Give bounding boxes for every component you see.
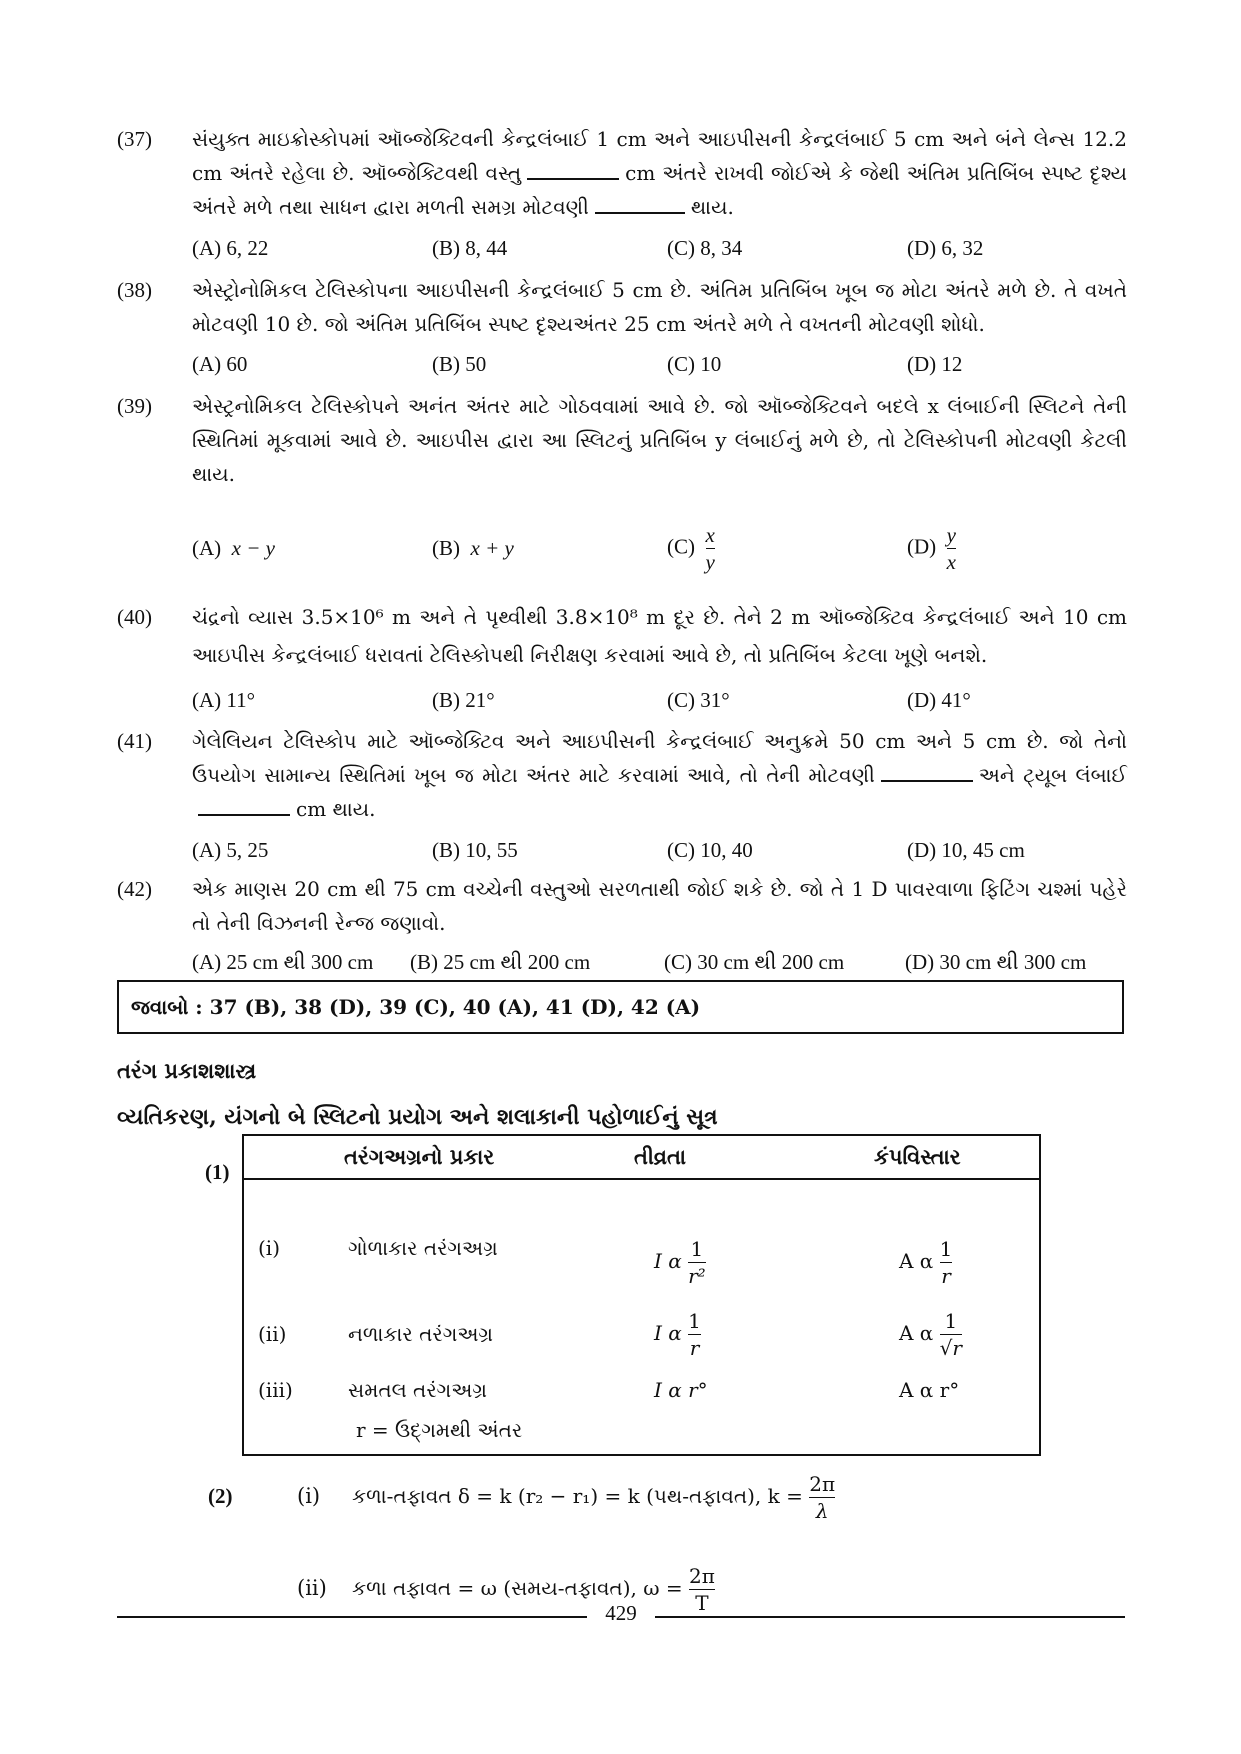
section-title: તરંગ પ્રકાશશાસ્ત્ર [117, 1058, 257, 1083]
question-text: ગેલેલિયન ટેલિસ્કોપ માટે ઑબ્જેક્ટિવ અને આઇપીસની કેન્દ્રલંબાઈ અનુક્રમે 50 cm અને 5 cm છે. જો તેનો ઉપયોગ સામાન્ય સ્થિતિમાં ખૂબ જ મોટા અંતર માટે કરવામાં આવે, તો તેની મોટવણી અને ટ્યૂબ લંબાઈcm થાય. [192, 729, 1127, 821]
question-number: (42) [117, 877, 152, 901]
option-d: (D) 12 [907, 352, 963, 376]
option-c: (C) 10 [667, 352, 722, 376]
question-number: (40) [117, 605, 152, 629]
option-a: (A) 60 [192, 352, 248, 376]
option-c: (C) 30 cm થી 200 cm [664, 950, 845, 974]
option-a: (A) 25 cm થી 300 cm [192, 950, 374, 974]
question-number: (37) [117, 127, 152, 151]
option-a: (A) 5, 25 [192, 838, 269, 862]
subsection-title: વ્યતિકરણ, યંગનો બે સ્લિટનો પ્રયોગ અને શલાકાની પહોળાઈનું સૂત્ર [117, 1104, 718, 1130]
option-c: (C) 8, 34 [667, 236, 743, 260]
answers-box: જવાબો : 37 (B), 38 (D), 39 (C), 40 (A), 41 (D), 42 (A) [117, 980, 1124, 1034]
option-b: (B) 50 [432, 352, 487, 376]
question-40 [117, 598, 1127, 674]
option-b: (B) 21° [432, 688, 495, 712]
option-b: (B) 25 cm થી 200 cm [410, 950, 591, 974]
option-b: (B) 8, 44 [432, 236, 508, 260]
table-header [244, 1136, 1039, 1180]
option-b: (B) 10, 55 [432, 838, 518, 862]
formula-ii-index: (ii) [297, 1576, 327, 1600]
formula-i-index: (i) [297, 1484, 321, 1508]
option-a: (A) x − y [192, 536, 275, 560]
question-text: એસ્ટ્રોનોમિકલ ટેલિસ્કોપના આઇપીસની કેન્દ્રલંબાઈ 5 cm છે. અંતિમ પ્રતિબિંબ ખૂબ જ મોટા અંતરે મળે છે. તે વખતે મોટવણી 10 છે. જો અંતિમ પ્રતિબિંબ સ્પષ્ટ દૃશ્યઅંતર 25 cm અંતરે મળે તે વખતની મોટવણી શોધો. [192, 278, 1127, 336]
option-c: (C) 10, 40 [667, 838, 753, 862]
option-d: (D) 41° [907, 688, 971, 712]
question-42 [117, 872, 1127, 940]
phase-difference-formula: કળા-તફાવત δ = k (r₂ − r₁) = k (પથ-તફાવત), k = $\frac{2\pi}{\lambda}$ [352, 1472, 836, 1523]
table-label: (1) [205, 1160, 230, 1184]
question-41 [117, 724, 1127, 826]
option-d: (D) $\frac{y}{x}$ [907, 523, 956, 574]
page-number: 429 [605, 1601, 637, 1625]
answer-blank [595, 194, 685, 214]
question-text: એસ્ટ્રનોમિકલ ટેલિસ્કોપને અનંત અંતર માટે ગોઠવવામાં આવે છે. જો ઑબ્જેક્ટિવને બદલે x લંબાઈની સ્લિટને તેની સ્થિતિમાં મૂકવામાં આવે છે. આઇપીસ દ્વારા આ સ્લિટનું પ્રતિબિંબ y લંબાઈનું મળે છે, તો ટેલિસ્કોપની મોટવણી કેટલી થાય. [192, 394, 1127, 486]
header-amplitude: કંપવિસ્તાર [874, 1144, 961, 1169]
question-number: (39) [117, 394, 152, 418]
footer-rule-right [655, 1616, 1125, 1618]
formula-label: (2) [208, 1484, 233, 1508]
header-type: તરંગઅગ્રનો પ્રકાર [344, 1144, 495, 1169]
option-c: (C) $\frac{x}{y}$ [667, 523, 715, 574]
question-37 [117, 122, 1127, 224]
phase-time-formula: કળા તફાવત = ω (સમય-તફાવત), ω = $\frac{2\pi}{T}$ [352, 1564, 715, 1615]
option-c: (C) 31° [667, 688, 730, 712]
footer-rule-left [117, 1616, 587, 1618]
option-b: (B) x + y [432, 536, 514, 560]
question-text: ચંદ્રનો વ્યાસ 3.5×10⁶ m અને તે પૃથ્વીથી 3.8×10⁸ m દૂર છે. તેને 2 m ઑબ્જેક્ટિવ કેન્દ્રલંબાઈ અને 10 cm આઇપીસ કેન્દ્રલંબાઈ ધરાવતાં ટેલિસ્કોપથી નિરીક્ષણ કરવામાં આવે છે, તો પ્રતિબિંબ કેટલા ખૂણે બનશે. [192, 605, 1127, 667]
option-a: (A) 11° [192, 688, 256, 712]
table-note: r = ઉદ્ગમથી અંતર [356, 1418, 523, 1442]
answer-blank [527, 160, 619, 180]
question-39 [117, 389, 1127, 491]
option-a: (A) 6, 22 [192, 236, 269, 260]
question-text: સંયુક્ત માઇક્રોસ્કોપમાં ઑબ્જેક્ટિવની કેન્દ્રલંબાઈ 1 cm અને આઇપીસની કેન્દ્રલંબાઈ 5 cm અને બંને લેન્સ 12.2 cm અંતરે રહેલા છે. ઑબ્જેક્ટિવથી વસ્તુ cm અંતરે રાખવી જોઈએ કે જેથી અંતિમ પ્રતિબિંબ સ્પષ્ટ દૃશ્ય અંતરે મળે તથા સાધન દ્વારા મળતી સમગ્ર મોટવણી થાય. [192, 127, 1127, 219]
option-d: (D) 30 cm થી 300 cm [905, 950, 1087, 974]
question-number: (41) [117, 729, 152, 753]
question-text: એક માણસ 20 cm થી 75 cm વચ્ચેની વસ્તુઓ સરળતાથી જોઈ શકે છે. જો તે 1 D પાવરવાળા ફિટિંગ ચશ્માં પહેરે તો તેની વિઝનની રેન્જ જણાવો. [192, 877, 1127, 935]
header-intensity: તીવ્રતા [634, 1144, 687, 1169]
answer-blank [198, 796, 290, 816]
wavefront-table: તરંગઅગ્રનો પ્રકાર તીવ્રતા કંપવિસ્તાર (i) ગોળાકાર તરંગઅગ્ર I α $\frac{1}{\text{r²}}$ A α $\frac{1}{r}$ (ii) નળાકાર તરંગઅગ્ર I α $\frac{1}{r}$ A α $\frac{1}{√r}$ (iii) સમતલ તરંગઅગ્ર I α r° A α r° r = ઉદ્ગમથી અંતર [242, 1134, 1041, 1456]
option-d: (D) 10, 45 cm [907, 838, 1025, 862]
answer-blank [881, 762, 973, 782]
question-number: (38) [117, 278, 152, 302]
fraction: $\frac{y}{x}$ [946, 523, 956, 574]
option-d: (D) 6, 32 [907, 236, 984, 260]
question-38 [117, 273, 1127, 341]
fraction: $\frac{x}{y}$ [705, 523, 715, 574]
